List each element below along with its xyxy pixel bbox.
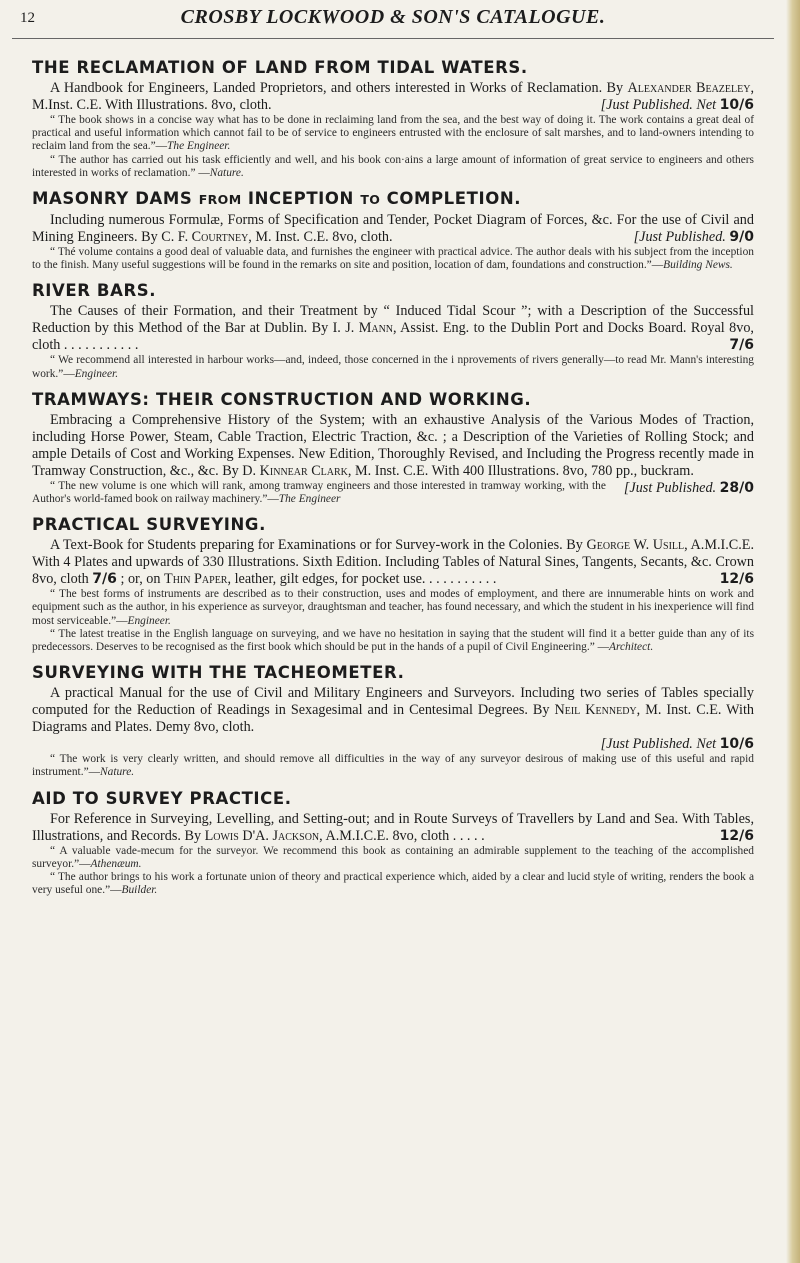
price-line [583,97,754,114]
description-text: Including numerous Formulæ, Forms of Specification and Tender, Pocket Diagram of Forces, &c. For the use of Civil and Mining Engineers. By C. F. [32,212,754,246]
catalogue-entry-reclamation [32,58,754,180]
entry-title: PRACTICAL SURVEYING. [32,515,266,535]
catalogue-entry-river-bars [32,281,754,380]
description-text: For Reference in Surveying, Levelling, and Setting-out; and in Route Surveys of Travellers by Land and Sea. With Tables, Illustrations, and Records. By [32,810,754,844]
title-part: COMPLETION. [380,189,522,209]
description-text: A practical Manual for the use of Civil and Military Engineers and Surveyors. Including two series of Tables specially computed for the Reduction of Readings in Sexagesimal and in Centesimal Degrees. By [32,685,754,719]
review-source: The Engineer [278,493,341,506]
description-text: A Handbook for Engineers, Landed Proprietors, and others interested in Works of Reclamation. By [50,80,628,96]
title-part: FROM [198,192,242,208]
entry-title [32,189,754,210]
entry-description [32,212,754,246]
price: 10/6 [719,736,754,753]
entry-description [32,685,754,753]
price-line [32,736,754,753]
entry-title: SURVEYING WITH THE TACHEOMETER. [32,663,405,683]
description-text: M.Inst. C.E. With Illustrations. 8vo, cloth. [32,97,272,113]
description-text: Embracing a Comprehensive History of the System; with an exhaustive Analysis of the Various Modes of Traction, including Horse Power, Steam, Cable Traction, Electric Traction, &c. ; a Description of the Varieties of Rolling Stock; and ample Details of Cost and Working Expenses. New Edition, Thoroughly Revised, and Including the Progress recently made in Tramway Construction, &c., &c. By D. [32,411,754,479]
review-source: Nature. [209,166,244,179]
price: 28/0 [719,479,754,496]
author-name: Alexander Beazeley, [627,80,755,96]
publication-status: [Just Published. [633,229,726,246]
catalogue-entry-tramways [32,390,754,506]
price: 10/6 [719,97,754,113]
price-inline: 7/6 [92,571,117,588]
thin-paper-label: Thin Paper, [164,571,232,588]
review-source: The Engineer. [167,140,231,153]
review-source: Builder. [121,884,158,897]
entry-title: THE RECLAMATION OF LAND FROM TIDAL WATERS. [32,58,528,77]
page-number: 12 [20,10,35,26]
price-line [616,229,754,246]
review-quote [32,628,754,654]
review-text: “ The best forms of instruments are described as to their construction, uses and modes of employment, and there are innumerable hints on work and equipment such as the author, in his experience as surveyor, draughtsman and teacher, has found necessary, and which the student in his inexperience will find most serviceable.”— [32,588,754,627]
entry-title: TRAMWAYS: THEIR CONSTRUCTION AND WORKING. [32,389,532,409]
review-source: Architect. [609,641,654,654]
title-part: INCEPTION [241,189,361,209]
review-source: Engineer. [74,367,119,380]
review-source: Athenæum. [90,857,142,870]
review-quote [32,871,754,897]
review-quote [32,246,754,272]
price: 12/6 [719,827,754,844]
description-text: A.M.I.C.E. 8vo, cloth . . . . . [322,827,485,844]
description-text: leather, gilt edges, for pocket use. . . . . . . . . . . [231,571,497,588]
description-text: A.M.I.C.E. With 4 Plates and upwards of 330 Illustrations. Sixth Edition. Including Tables of Natural Sines, Tangents, Secants, &c. Crown 8vo, cloth [32,537,755,588]
entry-title: AID TO SURVEY PRACTICE. [32,788,292,808]
running-title: CROSBY LOCKWOOD & SON'S CATALOGUE. [180,6,606,28]
author-name: Courtney, [191,229,252,246]
author-name: Neil Kennedy, [554,702,641,719]
publication-status: [Just Published. Net [600,97,717,113]
price: 12/6 [719,571,754,588]
entry-description [32,537,754,588]
review-source: Nature. [100,766,135,779]
review-quote [32,753,754,779]
entry-description [32,80,754,114]
catalogue-entry-masonry-dams [32,189,754,272]
author-name: Kinnear Clark, [259,462,352,479]
catalogue-entry-practical-surveying [32,515,754,654]
description-text: A Text-Book for Students preparing for Examinations or for Survey-work in the Colonies. By [50,537,587,554]
review-text: “ The author has carried out his task efficiently and well, and his book con·ains a large amount of information of great service to engineers and others interested in works of reclamation.” — [32,153,754,179]
catalogue-entry-tacheometer [32,663,754,779]
review-text: “ A valuable vade-mecum for the surveyor. We recommend this book as containing an admirable supplement to the teaching of the accomplished surveyor.”— [32,844,754,870]
publication-status: [Just Published. [623,479,717,496]
review-text: “ The work is very clearly written, and should remove all difficulties in the way of any surveyor desirous of making use of this useful and rapid instrument.”— [32,753,754,779]
review-text: “ The author brings to his work a fortunate union of theory and practical experience which, aided by a clear and lucid style of writing, renders the book a very useful one.”— [32,871,754,897]
price: 7/6 [729,337,754,354]
catalogue-entries [32,58,754,906]
description-text: Assist. Eng. to the Dublin Port and Docks Board. Royal 8vo, cloth . . . . . . . . . . . [32,320,754,354]
entry-description [32,303,754,354]
catalogue-entry-aid-to-survey [32,789,754,898]
review-quote [32,588,754,628]
review-source: Engineer. [127,614,171,627]
page-header [12,2,774,36]
description-text: M. Inst. C.E. With Diagrams and Plates. Demy 8vo, cloth. [32,702,754,736]
header-rule [12,38,774,39]
author-name: Mann, [358,320,397,337]
review-quote [32,845,754,871]
review-text: “ The new volume is one which will rank, among tramway engineers and those interested in tramway working, with the Author's world-famed book on railway machinery.”— [32,479,606,506]
price: 9/0 [729,229,754,246]
author-name: George W. Usill, [586,537,688,554]
review-quote [32,154,754,180]
review-text: “ We recommend all interested in harbour works—and, indeed, those concerned in the i nprovements of rivers generally—to read Mr. Mann's interesting work.”— [32,354,754,380]
description-text: M. Inst. C.E. With 400 Illustrations. 8vo, 780 pp., buckram. [351,462,694,479]
review-text: “ Thé volume contains a good deal of valuable data, and furnishes the engineer with practical advice. The author deals with his subject from the inception to the finish. Many useful suggestions will be found in the remarks on site and position, location of dam, foundations and construction.”— [32,246,754,272]
review-quote [32,354,754,380]
page-edge [786,0,800,1263]
review-text: “ The latest treatise in the English language on surveying, and we have no hesitation in saying that the student will find it a better guide than any of its predecessors. Deserves to be recognised as the first book which should be put in the hands of a pupil of Civil Engineering.” — [32,627,754,654]
author-name: Lowis D'A. Jackson, [204,827,323,844]
title-part: MASONRY DAMS [32,189,199,209]
review-quote [32,114,754,154]
title-part: TO [360,192,381,208]
publication-status: [Just Published. Net [600,736,717,753]
description-text: The Causes of their Formation, and their Treatment by “ Induced Tidal Scour ”; with a Description of the Successful Reduction by this Method of the Bar at Dublin. By I. J. [32,303,754,337]
description-text: ; or, on [116,571,165,588]
price-line [606,480,754,497]
entry-description [32,811,754,845]
review-text: “ The book shows in a concise way what has to be done in reclaiming land from the sea, and the best way of doing it. The work contains a great deal of practical and useful information which cannot fail to be of service to engineers entrusted with the enclosure of salt marshes, and to land-owners intending to reclaim land from the sea.”— [32,114,754,153]
entry-title: RIVER BARS. [32,281,157,301]
description-text: M. Inst. C.E. 8vo, cloth. [251,229,393,246]
review-source: Building News. [663,259,733,272]
